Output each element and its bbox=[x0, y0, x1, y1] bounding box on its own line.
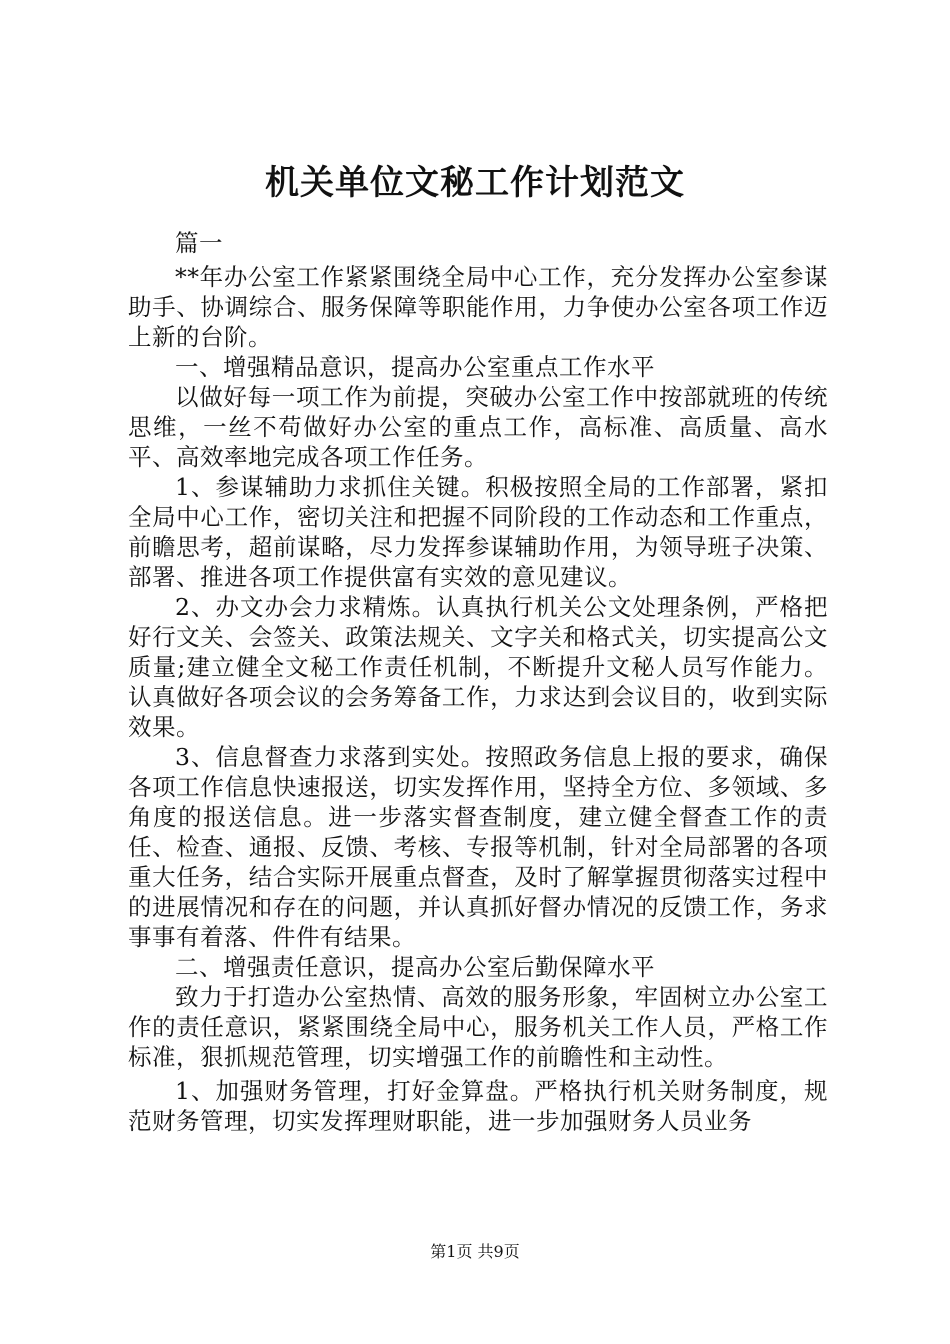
section-label: 篇一 bbox=[175, 229, 223, 257]
paragraph: 2、办文办会力求精炼。认真执行机关公文处理条例，严格把好行文关、会签关、政策法规关、文字关和格式关，切实提高公文质量;建立健全文秘工作责任机制，不断提升文秘人员写作能力。认真做好各项会议的会务筹备工作，力求达到会议目的，收到实际效果。 bbox=[128, 593, 828, 741]
paragraph: **年办公室工作紧紧围绕全局中心工作，充分发挥办公室参谋助手、协调综合、服务保障等职能作用，力争使办公室各项工作迈上新的台阶。 bbox=[128, 263, 828, 351]
section-heading: 二、增强责任意识，提高办公室后勤保障水平 bbox=[175, 953, 655, 981]
page-footer: 第1页 共9页 bbox=[430, 1242, 520, 1261]
document-body bbox=[128, 228, 828, 1136]
paragraph: 1、加强财务管理，打好金算盘。严格执行机关财务制度，规范财务管理，切实发挥理财职能，进一步加强财务人员业务 bbox=[128, 1077, 828, 1135]
document-title: 机关单位文秘工作计划范文 bbox=[265, 163, 685, 203]
paragraph: 以做好每一项工作为前提，突破办公室工作中按部就班的传统思维，一丝不苟做好办公室的重点工作，高标准、高质量、高水平、高效率地完成各项工作任务。 bbox=[128, 383, 828, 471]
paragraph: 1、参谋辅助力求抓住关键。积极按照全局的工作部署，紧扣全局中心工作，密切关注和把握不同阶段的工作动态和工作重点，前瞻思考，超前谋略，尽力发挥参谋辅助作用，为领导班子决策、部署、推进各项工作提供富有实效的意见建议。 bbox=[128, 473, 828, 591]
paragraph: 致力于打造办公室热情、高效的服务形象，牢固树立办公室工作的责任意识，紧紧围绕全局中心，服务机关工作人员，严格工作标准，狠抓规范管理，切实增强工作的前瞻性和主动性。 bbox=[128, 983, 828, 1071]
section-heading: 一、增强精品意识，提高办公室重点工作水平 bbox=[175, 353, 655, 381]
paragraph: 3、信息督查力求落到实处。按照政务信息上报的要求，确保各项工作信息快速报送，切实发挥作用，坚持全方位、多领域、多角度的报送信息。进一步落实督查制度，建立健全督查工作的责任、检查、通报、反馈、考核、专报等机制，针对全局部署的各项重大任务，结合实际开展重点督查，及时了解掌握贯彻落实过程中的进展情况和存在的问题，并认真抓好督办情况的反馈工作，务求事事有着落、件件有结果。 bbox=[128, 743, 828, 951]
